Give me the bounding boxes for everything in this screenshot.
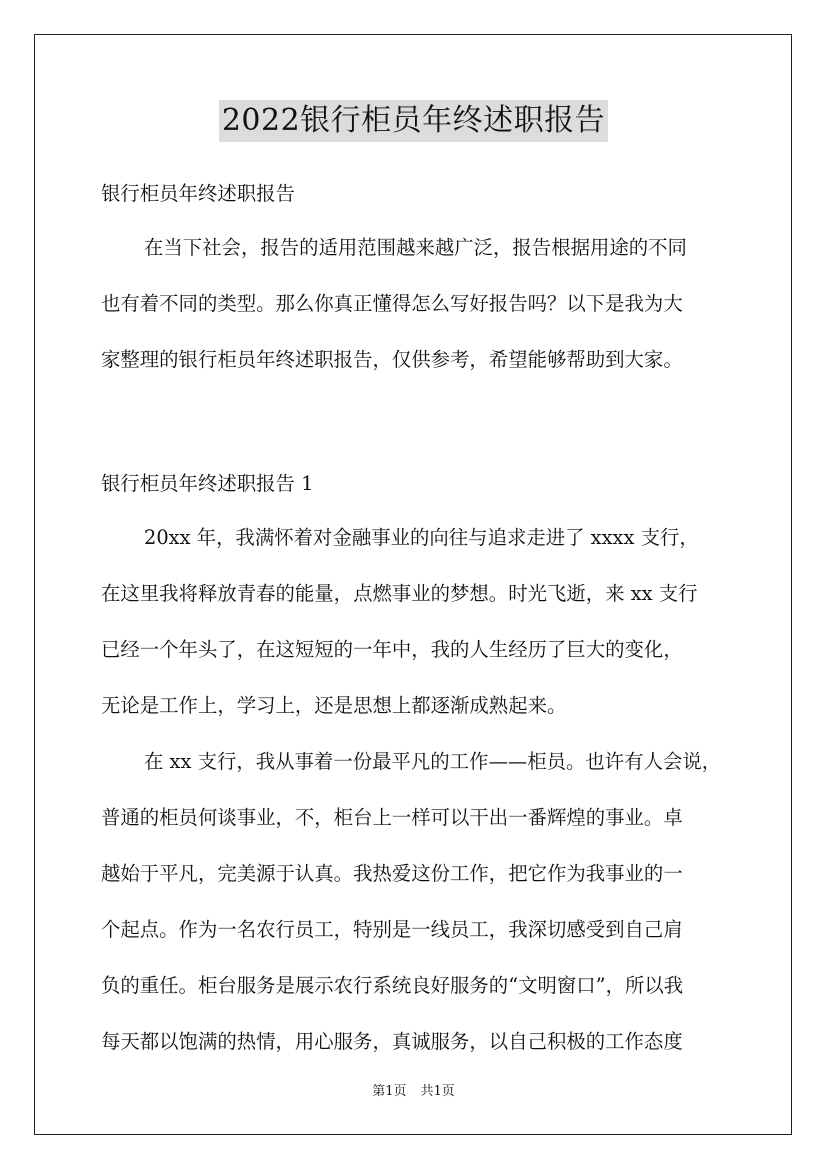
paragraph-line: 个起点。作为一名农行员工，特别是一线员工，我深切感受到自己肩	[101, 918, 683, 941]
spacer	[101, 503, 727, 519]
paragraph-line: 已经一个年头了，在这短短的一年中，我的人生经历了巨大的变化，	[101, 638, 683, 661]
intro-subheading: 银行柜员年终述职报告	[101, 182, 295, 205]
paragraph-line: 在当下社会，报告的适用范围越来越广泛，报告根据用途的不同	[144, 236, 687, 259]
title-container	[0, 100, 827, 142]
paragraph-line: 在这里我将释放青春的能量，点燃事业的梦想。时光飞逝，来 xx 支行	[101, 582, 698, 605]
paragraph-line: 也有着不同的类型。那么你真正懂得怎么写好报告吗？以下是我为大	[101, 292, 683, 315]
document-title: 2022银行柜员年终述职报告	[219, 100, 608, 142]
page-number: 第1页	[372, 1084, 407, 1099]
paragraph-line: 每天都以饱满的热情，用心服务，真诚服务，以自己积极的工作态度	[101, 1030, 683, 1053]
section1-paragraph-2	[101, 743, 727, 1061]
document-body	[101, 175, 727, 1061]
paragraph-line: 20xx 年，我满怀着对金融事业的向往与追求走进了 xxxx 支行，	[144, 526, 699, 549]
page-total: 共1页	[420, 1084, 455, 1099]
section1-paragraph-1	[101, 519, 727, 725]
paragraph-line: 负的重任。柜台服务是展示农行系统良好服务的“文明窗口”，所以我	[101, 974, 684, 997]
page-footer	[0, 1083, 827, 1101]
paragraph-line: 无论是工作上，学习上，还是思想上都逐渐成熟起来。	[101, 694, 567, 717]
paragraph-line: 家整理的银行柜员年终述职报告，仅供参考，希望能够帮助到大家。	[101, 348, 683, 371]
paragraph-line: 普通的柜员何谈事业，不，柜台上一样可以干出一番辉煌的事业。卓	[101, 806, 683, 829]
spacer	[101, 213, 727, 229]
spacer	[101, 379, 727, 447]
intro-paragraph	[101, 229, 727, 379]
section-heading-1: 银行柜员年终述职报告 1	[101, 472, 314, 495]
paragraph-line: 越始于平凡，完美源于认真。我热爱这份工作，把它作为我事业的一	[101, 862, 683, 885]
paragraph-line: 在 xx 支行，我从事着一份最平凡的工作——柜员。也许有人会说，	[144, 750, 722, 773]
